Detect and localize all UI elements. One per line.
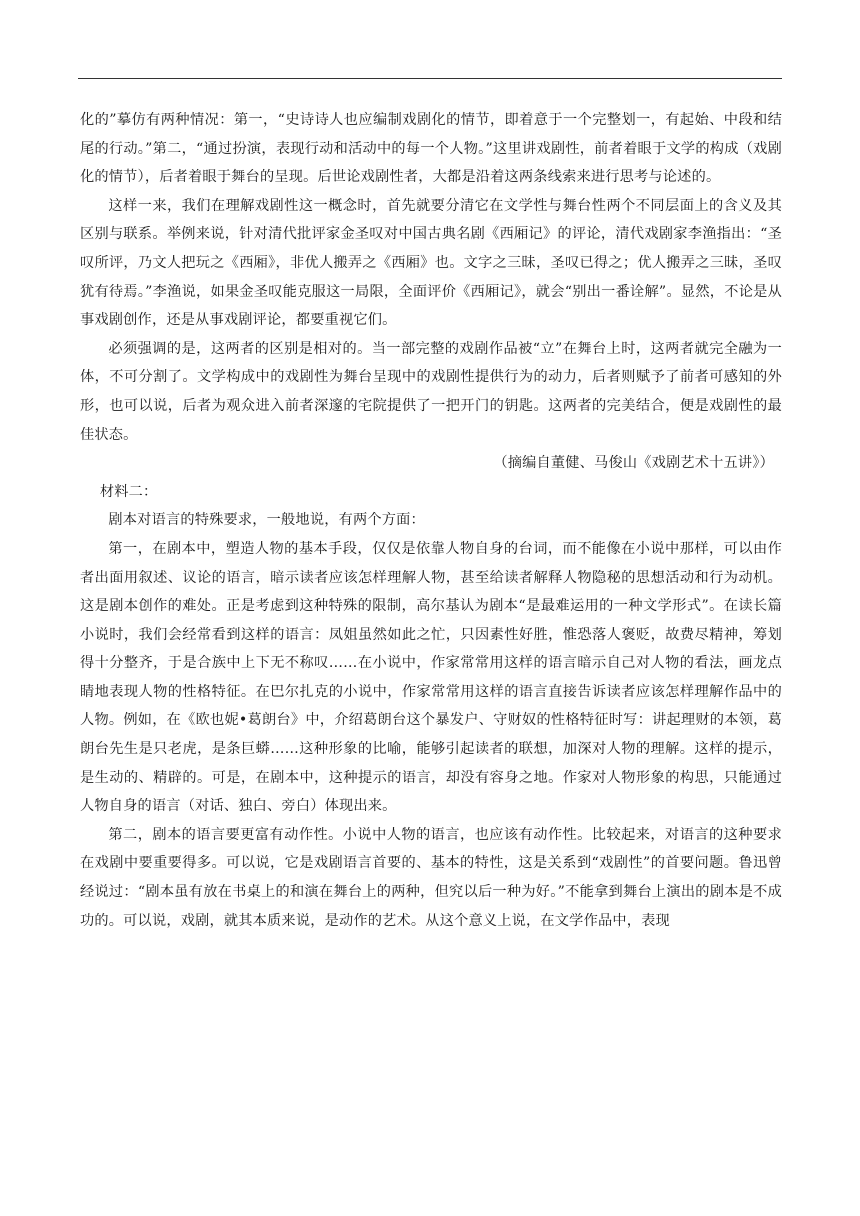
material-two-label: 材料二：: [99, 483, 158, 500]
article-body: [80, 106, 782, 935]
paragraph-literary-stage: 这样一来，我们在理解戏剧性这一概念时，首先就要分清它在文学性与舞台性两个不同层面上的含义及其区别与联系。举例来说，针对清代批评家金圣叹对中国古典名剧《西厢记》的评论，清代戏剧家李渔指出：“圣叹所评，乃文人把玩之《西厢》，非优人搬弄之《西厢》也。文字之三昧，圣叹已得之；优人搬弄之三昧，圣叹犹有待焉。”李渔说，如果金圣叹能克服这一局限，全面评价《西厢记》，就会“别出一番诠解”。显然，不论是从事戏剧创作，还是从事戏剧评论，都要重视它们。: [80, 197, 782, 329]
paragraph-point-two: 第二，剧本的语言要更富有动作性。小说中人物的语言，也应该有动作性。比较起来，对语言的这种要求在戏剧中要重要得多。可以说，它是戏剧语言首要的、基本的特性，这是关系到“戏剧性”的首要问题。鲁迅曾经说过：“剧本虽有放在书桌上的和演在舞台上的两种，但究以后一种为好。”不能拿到舞台上演出的剧本是不成功的。可以说，戏剧，就其本质来说，是动作的艺术。从这个意义上说，在文学作品中，表现: [80, 826, 782, 929]
source-citation: （摘编自董健、马俊山《戏剧艺术十五讲》）: [493, 455, 774, 472]
paragraph-language-requirements: 剧本对语言的特殊要求，一般地说，有两个方面：: [108, 512, 425, 529]
paragraph-point-one: 第一，在剧本中，塑造人物的基本手段，仅仅是依靠人物自身的台词，而不能像在小说中那样，可以由作者出面用叙述、议论的语言，暗示读者应该怎样理解人物，甚至给读者解释人物隐秘的思想活动和行为动机。这是剧本创作的难处。正是考虑到这种特殊的限制，高尔基认为剧本“是最难运用的一种文学形式”。在读长篇小说时，我们会经常看到这样的语言：凤姐虽然如此之忙，只因素性好胜，惟恐落人褒贬，故费尽精神，筹划得十分整齐，于是合族中上下无不称叹……在小说中，作家常常用这样的语言暗示自己对人物的看法，画龙点睛地表现人物的性格特征。在巴尔扎克的小说中，作家常常用这样的语言直接告诉读者应该怎样理解作品中的人物。例如，在《欧也妮•葛朗台》中，介绍葛朗台这个暴发户、守财奴的性格特征时写：讲起理财的本领，葛朗台先生是只老虎，是条巨蟒……这种形象的比喻，能够引起读者的联想，加深对人物的理解。这样的提示，是生动的、精辟的。可是，在剧本中，这种提示的语言，却没有容身之地。作家对人物形象的构思，只能通过人物自身的语言（对话、独白、旁白）体现出来。: [80, 540, 782, 815]
paragraph-continuation: 化的”摹仿有两种情况：第一，“史诗诗人也应编制戏剧化的情节，即着意于一个完整划一，有起始、中段和结尾的行动。”第二，“通过扮演，表现行动和活动中的每一个人物。”这里讲戏剧性，前者着眼于文学的构成（戏剧化的情节），后者着眼于舞台的呈现。后世论戏剧性者，大都是沿着这两条线索来进行思考与论述的。: [80, 112, 782, 186]
header-rule: [78, 78, 782, 79]
paragraph-relative-distinction: 必须强调的是，这两者的区别是相对的。当一部完整的戏剧作品被“立”在舞台上时，这两者就完全融为一体，不可分割了。文学构成中的戏剧性为舞台呈现中的戏剧性提供行为的动力，后者则赋予了前者可感知的外形，也可以说，后者为观众进入前者深邃的宅院提供了一把开门的钥匙。这两者的完美结合，便是戏剧性的最佳状态。: [80, 340, 782, 443]
